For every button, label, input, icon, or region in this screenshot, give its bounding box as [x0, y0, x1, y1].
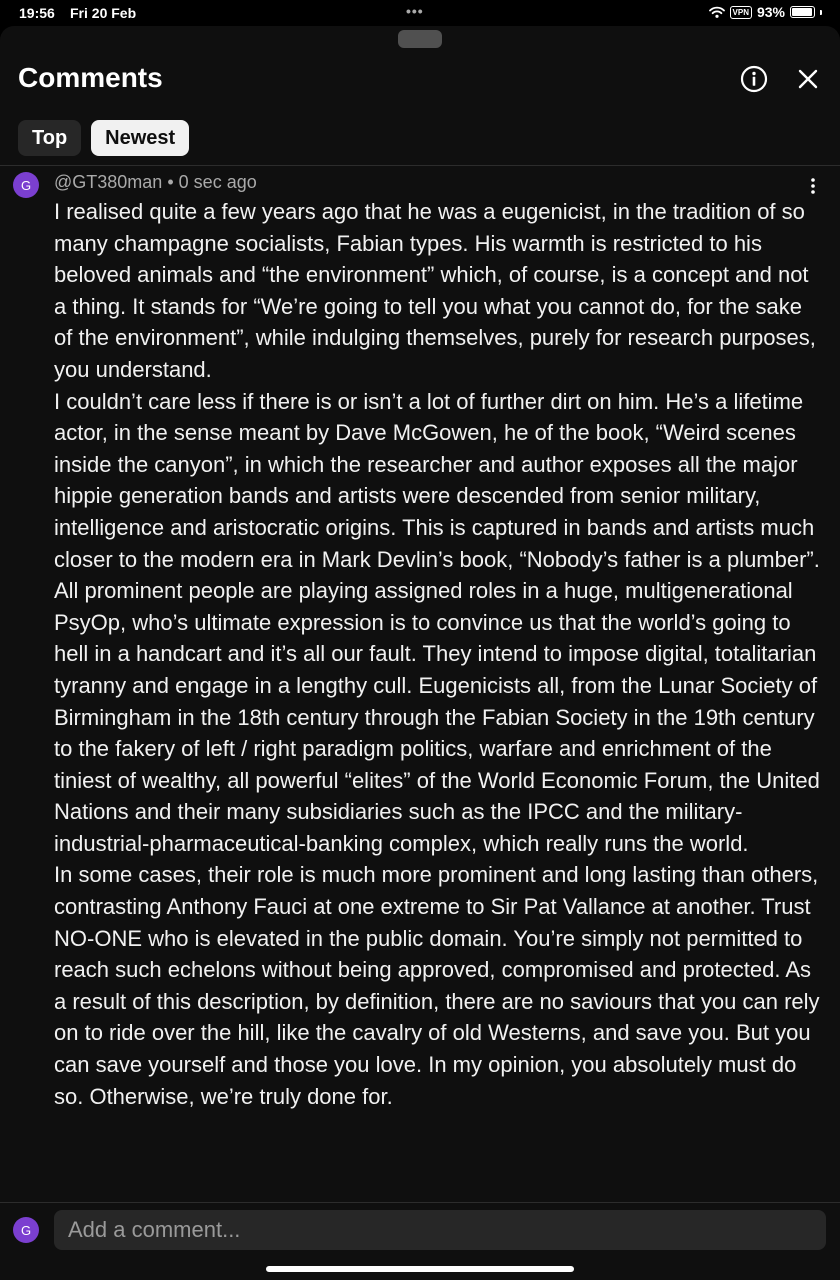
comments-title: Comments	[18, 62, 163, 93]
comment-body	[54, 196, 824, 1200]
comment-avatar[interactable]: G	[13, 172, 39, 198]
status-bar	[0, 0, 840, 26]
comment-paragraph: I realised quite a few years ago that he was a eugenicist, in the tradition of so many champagne socialists, Fabian types. His warmth is restricted to his beloved animals and “the environment” which, of course, is a concept and not a thing. It stands for “We’re going to tell you what you cannot do, for the sake of the environment”, while indulging themselves, purely for research purposes, you understand.	[54, 199, 816, 382]
tab-top[interactable]: Top	[18, 120, 81, 156]
close-button[interactable]	[796, 67, 820, 91]
compose-divider	[0, 1202, 840, 1203]
header-divider	[0, 165, 840, 166]
battery-fill	[792, 8, 812, 16]
tab-newest[interactable]: Newest	[91, 120, 189, 156]
comment-author[interactable]: @GT380man	[54, 172, 163, 192]
battery-icon	[790, 6, 815, 18]
battery-nub	[820, 10, 822, 15]
comment-meta	[54, 172, 257, 193]
sheet-grabber[interactable]	[398, 30, 442, 48]
sort-tabs	[18, 120, 189, 156]
info-icon	[740, 65, 768, 93]
comment-paragraph: I couldn’t care less if there is or isn’t a lot of further dirt on him. He’s a lifetime actor, in the sense meant by Dave McGowen, he of the book, “Weird scenes inside the canyon”, in which the researcher and author exposes all the major hippie generation bands and artists were descended from senior military, intelligence and aristocratic origins. This is captured in bands and artists much closer to the modern era in Mark Devlin’s book, “Nobody’s father is a plumber”.	[54, 388, 820, 572]
add-comment-input[interactable]	[54, 1210, 826, 1250]
status-indicators	[709, 4, 822, 20]
more-vertical-icon	[806, 176, 820, 196]
status-time: 19:56	[19, 5, 55, 21]
comment-paragraph: In some cases, their role is much more prominent and long lasting than others, contrasting Anthony Fauci at one extreme to Sir Pat Vallance at another. Trust NO-ONE who is elevated in the public domain. You’re simply not permitted to reach such echelons without being approved, compromised and protected. As a result of this description, by definition, there are no saviours that you can rely on to ride over the hill, like the cavalry of old Westerns, and save you. But you can save yourself and those you love. In my opinion, you absolutely must do so. Otherwise, we’re truly done for.	[54, 862, 820, 1109]
comment-time: 0 sec ago	[178, 172, 257, 192]
meta-separator: •	[167, 172, 174, 192]
multitasking-dots-icon[interactable]: •••	[406, 3, 424, 19]
close-icon	[796, 67, 820, 91]
status-date: Fri 20 Feb	[70, 5, 137, 21]
wifi-icon	[709, 6, 725, 18]
battery-percent: 93%	[756, 4, 785, 20]
comment-paragraph: All prominent people are playing assigned roles in a huge, multigenerational PsyOp, who’s ultimate expression is to convince us that the world’s going to hell in a handcart and it’s all our fault. They intend to impose digital, totalitarian tyranny and engage in a lengthy cull. Eugenicists all, from the Lunar Society of Birmingham in the 18th century through the Fabian Society in the 19th century to the fakery of left / right paradigm politics, warfare and enrichment of the tiniest of wealthy, all powerful “elites” of the World Economic Forum, the United Nations and their many subsidiaries such as the IPCC and the military-industrial-pharmaceutical-banking complex, which really runs the world.	[54, 578, 820, 856]
comment-more-button[interactable]	[806, 176, 820, 196]
user-avatar[interactable]: G	[13, 1217, 39, 1243]
home-indicator[interactable]	[266, 1266, 574, 1272]
comments-sheet	[0, 26, 840, 1280]
vpn-icon: VPN	[730, 6, 752, 19]
info-button[interactable]	[740, 65, 768, 93]
